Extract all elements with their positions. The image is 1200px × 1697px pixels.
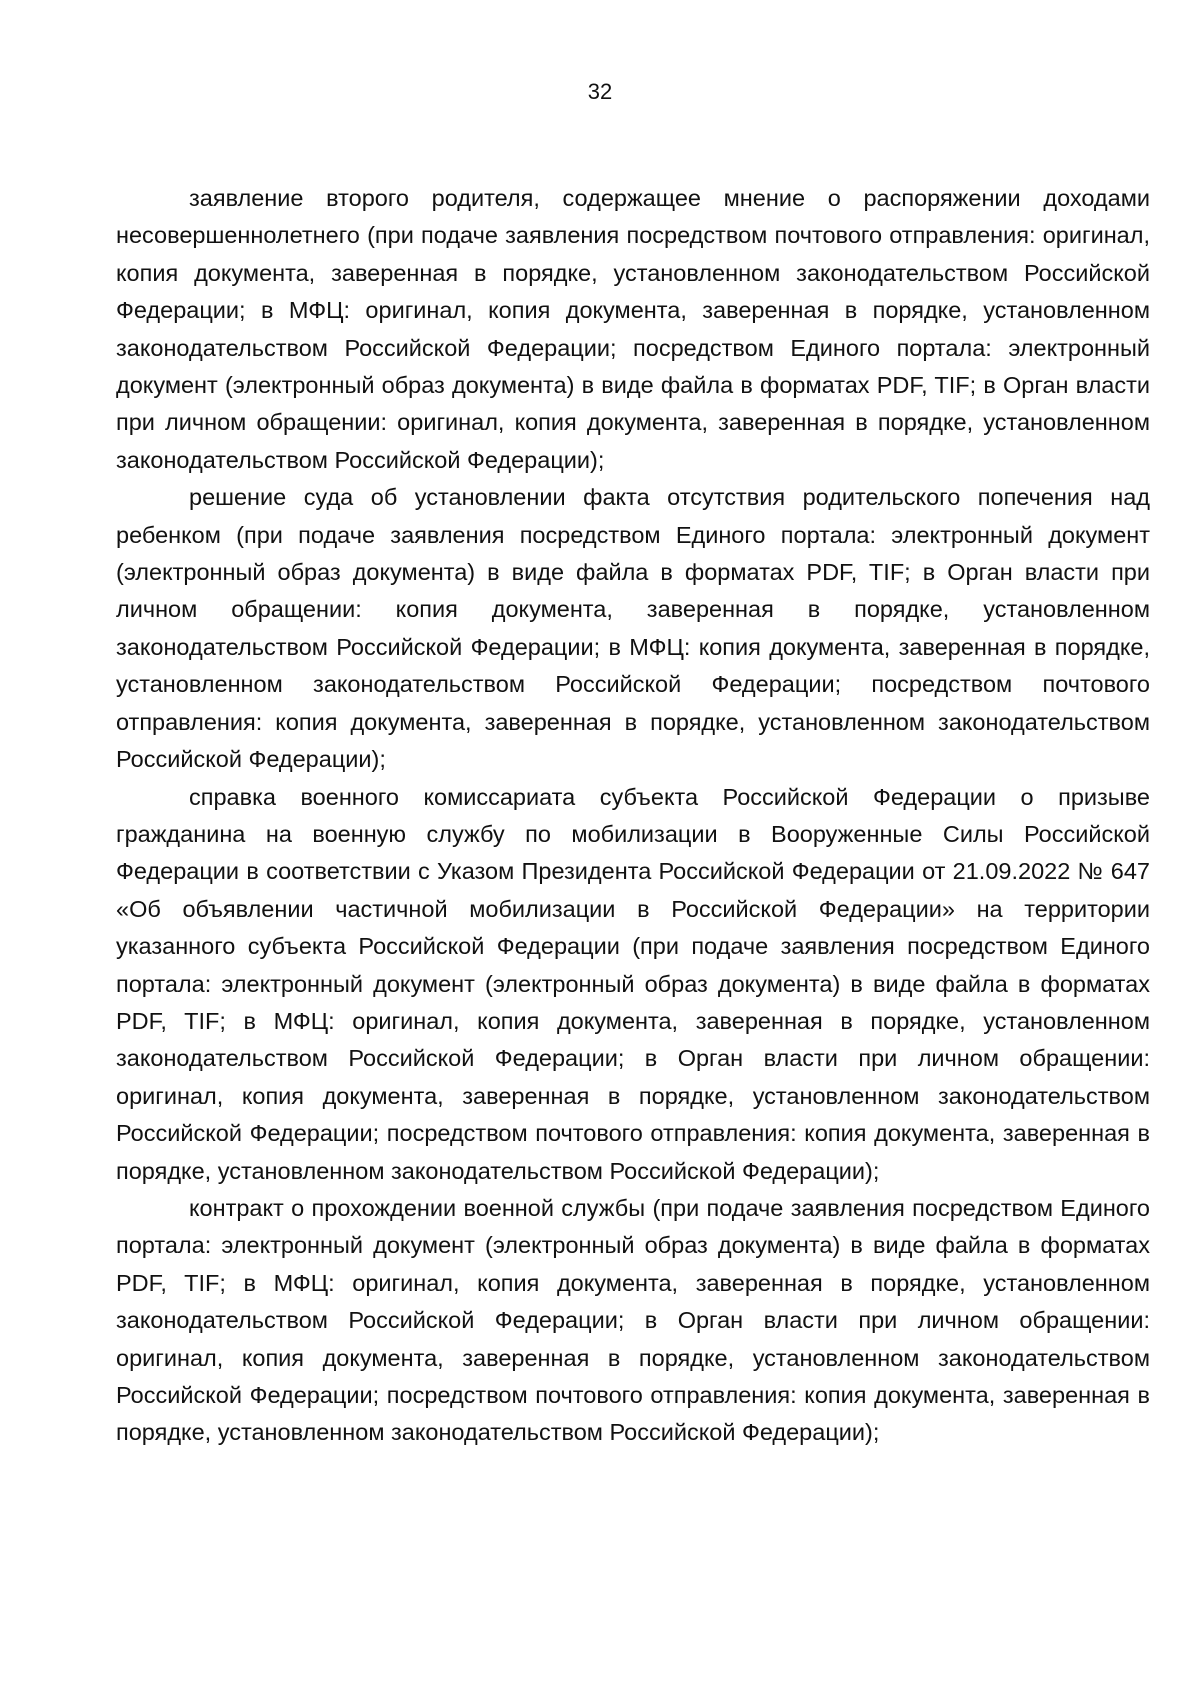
paragraph-military-service-contract: контракт о прохождении военной службы (при подаче заявления посредством Единого портала: электронный документ (электронный образ документа) в виде файла в форматах PDF, TIF; в МФЦ: оригинал, копия документа, заверенная в порядке, установленном законодательством Российской Федерации; в Орган власти при личном обращении: оригинал, копия документа, заверенная в порядке, установленном законодательством Российской Федерации; посредством почтового отправления: копия документа, заверенная в порядке, установленном законодательством Российской Федерации); (116, 1194, 1150, 1446)
paragraph-court-decision: решение суда об установлении факта отсутствия родительского попечения над ребенком (при подаче заявления посредством Единого портала: электронный документ (электронный образ документа) в виде файла в форматах PDF, TIF; в Орган власти при личном обращении: копия документа, заверенная в порядке, установленном законодательством Российской Федерации; в МФЦ: копия документа, заверенная в порядке, установленном законодательством Российской Федерации; посредством почтового отправления: копия документа, заверенная в порядке, установленном законодательством Российской Федерации); (116, 484, 1150, 773)
paragraph-military-commissariat-certificate: справка военного комиссариата субъекта Российской Федерации о призыве гражданина на военную службу по мобилизации в Вооруженные Силы Российской Федерации в соответствии с Указом Президента Российской Федерации от 21.09.2022 № 647 «Об объявлении частичной мобилизации в Российской Федерации» на территории указанного субъекта Российской Федерации (при подаче заявления посредством Единого портала: электронный документ (электронный образ документа) в виде файла в форматах PDF, TIF; в МФЦ: оригинал, копия документа, заверенная в порядке, установленном законодательством Российской Федерации; в Орган власти при личном обращении: оригинал, копия документа, заверенная в порядке, установленном законодательством Российской Федерации; посредством почтового отправления: копия документа, заверенная в порядке, установленном законодательством Российской Федерации); (116, 783, 1150, 1184)
document-body (116, 180, 1150, 1452)
paragraph-second-parent-statement: заявление второго родителя, содержащее мнение о распоряжении доходами несовершеннолетнего (при подаче заявления посредством почтового отправления: оригинал, копия документа, заверенная в порядке, установленном законодательством Российской Федерации; в МФЦ: оригинал, копия документа, заверенная в порядке, установленном законодательством Российской Федерации; посредством Единого портала: электронный документ (электронный образ документа) в виде файла в форматах PDF, TIF; в Орган власти при личном обращении: оригинал, копия документа, заверенная в порядке, установленном законодательством Российской Федерации); (116, 185, 1150, 473)
page-number: 32 (587, 79, 613, 104)
